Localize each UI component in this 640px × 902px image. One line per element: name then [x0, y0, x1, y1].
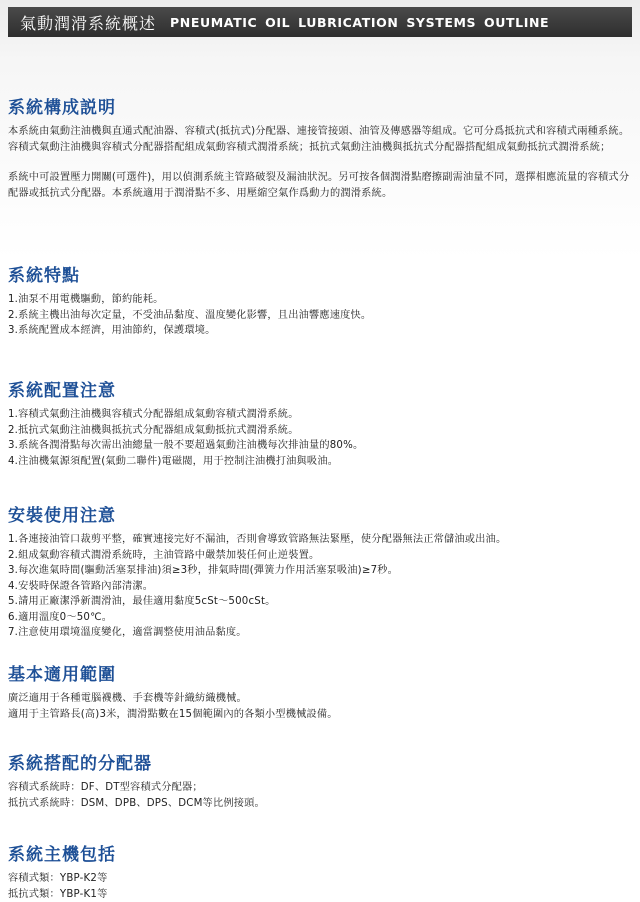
paragraph: 系統中可設置壓力開關(可選件)，用以偵測系統主管路破裂及漏油狀況。另可按各個潤滑點磨擦副需油量不同，選擇相應流量的容積式分配器或抵抗式分配器。本系統適用于潤滑點不多、用壓縮空氣作爲動力的潤滑系統。 [8, 172, 630, 199]
list-item: 抵抗式類：YBP-K1等 [8, 888, 108, 900]
list-item: 7.注意使用環境溫度變化，適當調整使用油品黏度。 [8, 627, 247, 638]
paragraph: 本系統由氣動注油機與直通式配油器、容積式(抵抗式)分配器、連接管接頭、油管及傳感器等組成。它可分爲抵抗式和容積式兩種系統。容積式氣動注油機與容積式分配器搭配組成氣動容積式潤滑系統；抵抗式氣動注油機與抵抗式分配器搭配組成氣動抵抗式潤滑系統； [8, 126, 630, 153]
list-item: 2.組成氣動容積式潤滑系統時，主油管路中嚴禁加裝任何止逆裝置。 [8, 549, 320, 561]
header-title-zh: 氣動潤滑系統概述 [20, 13, 157, 33]
list-item: 容積式系統時：DF、DT型容積式分配器； [8, 782, 203, 793]
list-item: 抵抗式系統時：DSM、DPB、DPS、DCM等比例接頭。 [8, 797, 265, 809]
header-title-en: PNEUMATIC OIL LUBRICATION SYSTEMS OUTLINE [170, 14, 550, 30]
list-item: 5.請用正廠潔淨新潤滑油，最佳適用黏度5cSt～500cSt。 [8, 596, 276, 607]
list-item: 6.適用溫度0～50℃。 [8, 611, 113, 623]
list-item: 2.系統主機出油每次定量，不受油品黏度、溫度變化影響，且出油響應速度快。 [8, 309, 372, 321]
list-item: 1.油泵不用電機驅動，節約能耗。 [8, 294, 164, 305]
section-matching-distributors [8, 754, 632, 811]
section-main-units [8, 845, 632, 902]
section-title: 系統構成説明 [8, 98, 116, 118]
list-item: 廣泛適用于各種電腦襪機、手套機等針織紡織機械。 [8, 693, 247, 704]
section-application-scope [8, 665, 632, 722]
section-title: 基本適用範圍 [8, 665, 116, 685]
list-item: 4.安裝時保證各管路內部清潔。 [8, 580, 154, 592]
list-item: 3.系統各潤滑點每次需出油總量一般不要超過氣動注油機每次排油量的80%。 [8, 440, 364, 451]
section-system-composition [8, 98, 632, 201]
section-configuration-notes [8, 381, 632, 469]
section-title: 系統主機包括 [8, 845, 116, 865]
list-item: 3.系統配置成本經濟，用油節約，保護環境。 [8, 325, 216, 336]
section-title: 安裝使用注意 [8, 506, 116, 526]
list-item: 容積式類：YBP-K2等 [8, 873, 108, 884]
section-title: 系統特點 [8, 266, 80, 286]
list-item: 1.容積式氣動注油機與容積式分配器組成氣動容積式潤滑系統。 [8, 409, 299, 420]
section-title: 系統搭配的分配器 [8, 754, 152, 774]
list-item: 3.每次進氣時間(驅動活塞泵排油)須≥3秒，排氣時間(彈簧力作用活塞泵吸油)≥7秒。 [8, 565, 399, 576]
header-bar [8, 7, 632, 37]
paragraph-gap [8, 155, 632, 170]
list-item: 適用于主管路長(高)3米，潤滑點數在15個範圍內的各類小型機械設備。 [8, 708, 338, 720]
list-item: 2.抵抗式氣動注油機與抵抗式分配器組成氣動抵抗式潤滑系統。 [8, 424, 299, 436]
section-system-features [8, 266, 632, 339]
section-title: 系統配置注意 [8, 381, 116, 401]
list-item: 4.注油機氣源須配置(氣動二聯件)電磁閥，用于控制注油機打油與吸油。 [8, 455, 339, 467]
list-item: 1.各連接油管口裁剪平整，確實連接完好不漏油，否則會導致管路無法緊壓，使分配器無法正常儲油或出油。 [8, 534, 507, 545]
section-installation-notes [8, 506, 632, 641]
